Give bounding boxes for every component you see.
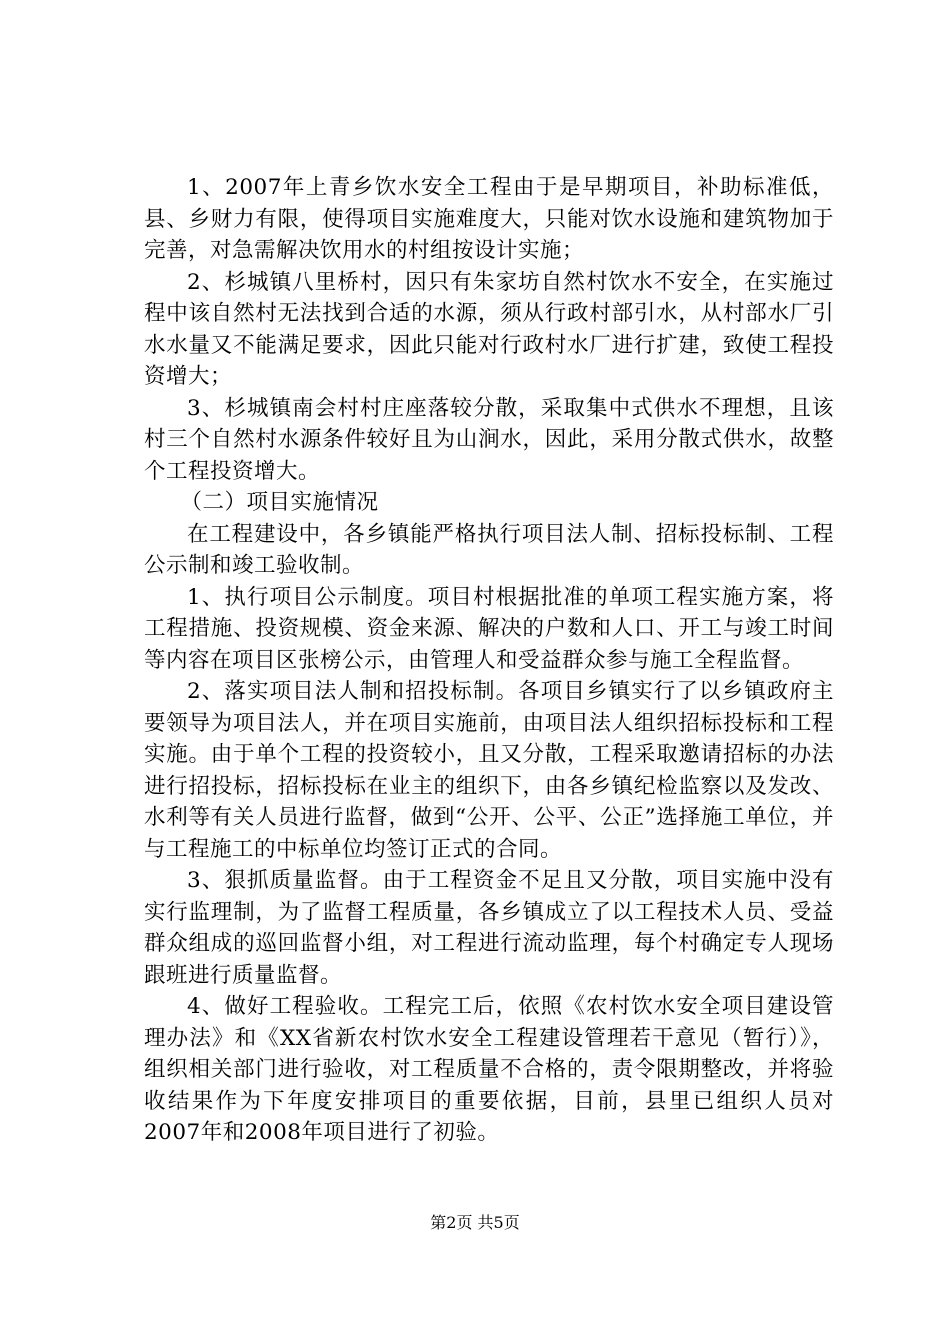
section-heading: （二）项目实施情况 — [180, 490, 379, 515]
paragraph-shangqing-issue: 1、2007年上青乡饮水安全工程由于是早期项目，补助标准低，县、乡财力有限，使得项目实施难度大，只能对饮水设施和建筑物加于完善，对急需解决饮用水的村组按设计实施； — [144, 175, 834, 263]
paragraph-balicun-issue: 2、杉城镇八里桥村，因只有朱家坊自然村饮水不安全，在实施过程中该自然村无法找到合适的水源，须从行政村部引水，从村部水厂引水水量又不能满足要求，因此只能对行政村水厂进行扩建，致使工程投资增大； — [144, 269, 834, 389]
paragraph-quality: 3、狠抓质量监督。由于工程资金不足且又分散，项目实施中没有实行监理制，为了监督工程质量，各乡镇成立了以工程技术人员、受益群众组成的巡回监督小组，对工程进行流动监理，每个村确定专人现场跟班进行质量监督。 — [144, 868, 834, 988]
page-footer: 第2页 共5页 — [430, 1213, 520, 1232]
document-body — [144, 172, 834, 1149]
paragraph-nanhui-issue: 3、杉城镇南会村村庄座落较分散，采取集中式供水不理想，且该村三个自然村水源条件较好且为山涧水，因此，采用分散式供水，故整个工程投资增大。 — [144, 395, 834, 484]
paragraph-publicity: 1、执行项目公示制度。项目村根据批准的单项工程实施方案，将工程措施、投资规模、资金来源、解决的户数和人口、开工与竣工时间等内容在项目区张榜公示，由管理人和受益群众参与施工全程监督。 — [144, 584, 834, 673]
paragraph-intro: 在工程建设中，各乡镇能严格执行项目法人制、招标投标制、工程公示制和竣工验收制。 — [144, 521, 834, 578]
paragraph-bidding: 2、落实项目法人制和招投标制。各项目乡镇实行了以乡镇政府主要领导为项目法人，并在项目实施前，由项目法人组织招标投标和工程实施。由于单个工程的投资较小，且又分散，工程采取邀请招标的办法进行招投标，招标投标在业主的组织下，由各乡镇纪检监察以及发改、水利等有关人员进行监督，做到“公开、公平、公正”选择施工单位，并与工程施工的中标单位均签订正式的合同。 — [144, 679, 834, 862]
paragraph-acceptance: 4、做好工程验收。工程完工后，依照《农村饮水安全项目建设管理办法》和《XX省新农村饮水安全工程建设管理若干意见（暂行）》，组织相关部门进行验收，对工程质量不合格的，责令限期整改，并将验收结果作为下年度安排项目的重要依据，目前，县里已组织人员对2007年和2008年项目进行了初验。 — [144, 994, 834, 1145]
